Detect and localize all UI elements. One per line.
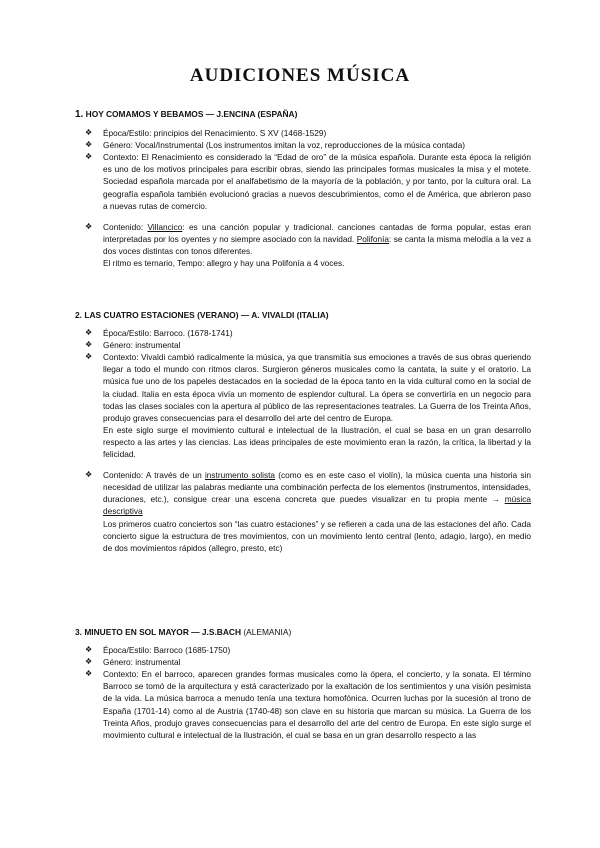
section-2-epoca [75, 327, 531, 339]
section-1-genero [75, 139, 531, 151]
diamond-bullet-icon: ❖ [85, 470, 93, 480]
diamond-bullet-icon: ❖ [85, 128, 93, 138]
section-1-contexto [75, 151, 531, 211]
section-3-contexto [75, 668, 531, 741]
contenido-text: (como es en este caso el violín), la música cuenta una historia sin necesidad de utilizar las palabras mediante una combinación perfecta de los elementos (instrumentos, intensidades, duraciones, etc.), consigue crear una escena concreta que puedes visualizar en tu propia mente → [103, 470, 531, 505]
section-1-number: 1. [75, 109, 84, 120]
diamond-bullet-icon: ❖ [85, 340, 93, 350]
contenido-end: : se canta la misma melodía a la vez a dos voces distintas con tonos diferentes. [103, 233, 531, 256]
section-2-contenido [75, 469, 531, 554]
section-3-number: 3. [75, 627, 82, 637]
genero-text: Género: instrumental [103, 657, 181, 668]
epoca-text: Época/Estilo: Barroco. (1678-1741) [103, 328, 233, 339]
epoca-text: Época/Estilo: Barroco (1685-1750) [103, 645, 231, 656]
contexto-text: Contexto: El Renacimiento es considerado la “Edad de oro” de la música española. Durante esta época la religión es uno de los motivos principales para escribir obras, siendo las principales formas musicales la misa y el motete. Sociedad española marcada por el analfabetismo de la mayoría de la población, y por tanto, por la cultura oral. La geografía española también evolucionó gracias a nuevos descubrimientos, como el de América, que abrieron paso a nuevas rutas de comercio. [103, 152, 531, 211]
section-2-contexto [75, 351, 531, 460]
section-3-title: MINUETO EN SOL MAYOR — J.S.BACH [84, 627, 244, 637]
term-instrumento-solista: instrumento solista [204, 470, 276, 481]
spacer [75, 460, 531, 469]
spacer [75, 212, 531, 221]
section-2-genero [75, 339, 531, 351]
diamond-bullet-icon: ❖ [85, 221, 93, 231]
section-1-list [75, 127, 531, 269]
section-3-country: (ALEMANIA) [243, 627, 292, 637]
section-1-contenido [75, 221, 531, 269]
section-3-epoca [75, 644, 531, 656]
diamond-bullet-icon: ❖ [85, 140, 93, 150]
section-2-number: 2. [75, 310, 82, 320]
contenido-text: : es una canción popular y tradicional. canciones cantadas de forma popular, estas eran interpretadas por los oyentes y no siempre asociado con la navidad. [103, 221, 532, 244]
diamond-bullet-icon: ❖ [85, 657, 93, 667]
section-3 [75, 626, 531, 741]
section-3-heading [75, 626, 531, 638]
section-3-genero [75, 656, 531, 668]
section-2-heading [75, 309, 531, 321]
contexto-line2: En este siglo surge el movimiento cultural e intelectual de la Ilustración, el cual se basa en un gran desarrollo respecto a las artes y las ciencias. Las ideas principales de este movimiento eran la razón, la crítica, la libertad y la felicidad. [103, 424, 531, 460]
contenido-prefix: Contenido: [103, 221, 148, 232]
term-villancico: Villancico [147, 221, 183, 232]
term-musica-descriptiva: música descriptiva [103, 494, 531, 517]
contenido-prefix: Contenido: A través de un [103, 470, 205, 481]
diamond-bullet-icon: ❖ [85, 152, 93, 162]
section-3-list [75, 644, 531, 741]
diamond-bullet-icon: ❖ [85, 328, 93, 338]
section-1-heading [75, 108, 531, 121]
diamond-bullet-icon: ❖ [85, 669, 93, 679]
contenido-line2: El ritmo es ternario, Tempo: allegro y hay una Polifonía a 4 voces. [103, 258, 345, 269]
section-2-title: LAS CUATRO ESTACIONES (VERANO) — A. VIVALDI (ITALIA) [84, 310, 329, 320]
genero-text: Género: instrumental [103, 340, 181, 351]
section-1 [75, 108, 531, 269]
contexto-text: Contexto: Vivaldi cambió radicalmente la música, ya que transmitía sus emociones a través de sus obras queriendo llegar a todo el mundo con ritmos claros. Surgieron géneros musicales como la cantata, la suite y el oratorio. La música fue uno de los papeles destacados en la sociedad de la época tanto en la vida cultural como en la social de la ciudad. Italia en esta época vivía un momento de esplendor cultural. La ópera se convertiría en un negocio para todas las clases sociales con la apertura al público de las representaciones teatrales. La Guerra de los Treinta Años, produjo graves consecuencias para el desarrollo del arte del centro de Europa. [103, 352, 531, 423]
section-2 [75, 309, 531, 554]
contenido-line2: Los primeros cuatro conciertos son “las cuatro estaciones” y se refieren a cada una de las estaciones del año. Cada concierto sigue la estructura de tres movimientos, con un movimiento lento central (lento, adagio, largo), en medio de dos movimientos rápidos (allegro, presto, etc) [103, 518, 531, 553]
epoca-text: Época/Estilo: principios del Renacimiento. S XV (1468-1529) [103, 128, 327, 139]
diamond-bullet-icon: ❖ [85, 645, 93, 655]
section-2-list [75, 327, 531, 554]
diamond-bullet-icon: ❖ [85, 352, 93, 362]
page-title: AUDICIONES MÚSICA [189, 65, 411, 86]
section-1-epoca [75, 127, 531, 139]
contexto-text: Contexto: En el barroco, aparecen grandes formas musicales como la ópera, el concierto, y la sonata. El término Barroco se tomó de la arquitectura y está caracterizado por la exaltación de los sentimientos y una visión pesimista de la vida. La música barroca a menudo tenía una textura homofónica. Ocurren luchas por la sucesión al trono de España (1701-14) como al de Austria (1740-48) son clave en su historia que marcan su música. La Guerra de los Treinta Años, produjo graves consecuencias para el desarrollo del arte del centro de Europa. En este siglo surge el movimiento cultural e intelectual de la Ilustración, el cual se basa en un gran desarrollo respecto a las [103, 669, 531, 740]
section-1-title: HOY COMAMOS Y BEBAMOS — J.ENCINA (ESPAÑA) [85, 109, 298, 119]
genero-text: Género: Vocal/Instrumental (Los instrumentos imitan la voz, reproducciones de la música contada) [103, 140, 466, 151]
term-polifonia: Polifonía [356, 233, 390, 244]
